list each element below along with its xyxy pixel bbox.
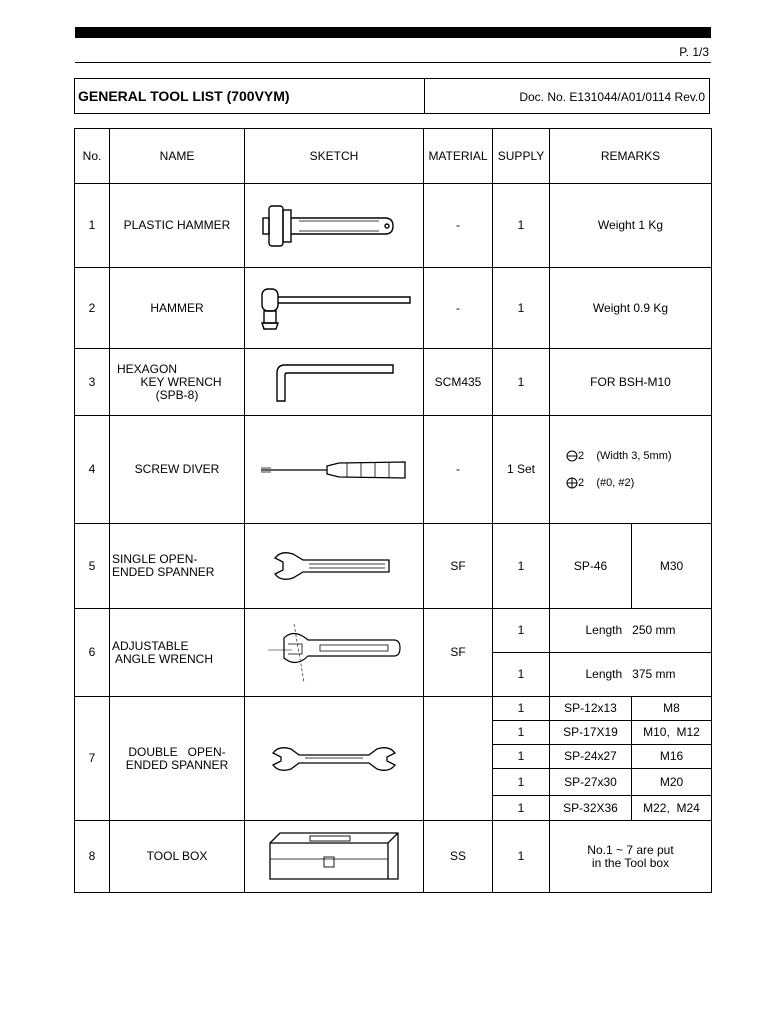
remarks: 2 (Width 3, 5mm) 2 (#0, #2) bbox=[550, 416, 712, 524]
single-spanner-sketch bbox=[245, 524, 424, 609]
table-row bbox=[75, 184, 712, 268]
supply: 1 bbox=[493, 769, 550, 796]
double-spanner-sketch bbox=[245, 697, 424, 821]
remarks-code: SP-24x27 bbox=[550, 745, 632, 769]
remarks-size: M20 bbox=[632, 769, 712, 796]
material: - bbox=[424, 268, 493, 349]
supply: 1 bbox=[493, 524, 550, 609]
table-row bbox=[75, 349, 712, 416]
remarks: Length 250 mm bbox=[550, 609, 712, 653]
table-row bbox=[75, 697, 712, 721]
remarks: FOR BSH-M10 bbox=[550, 349, 712, 416]
row-no: 3 bbox=[75, 349, 110, 416]
material: - bbox=[424, 184, 493, 268]
table-header-row bbox=[75, 129, 712, 184]
supply: 1 bbox=[493, 697, 550, 721]
tool-name: HAMMER bbox=[110, 268, 245, 349]
remarks-size: M16 bbox=[632, 745, 712, 769]
title-box bbox=[74, 78, 710, 114]
table-row bbox=[75, 416, 712, 524]
tool-name: PLASTIC HAMMER bbox=[110, 184, 245, 268]
row-no: 4 bbox=[75, 416, 110, 524]
adjustable-wrench-sketch bbox=[245, 609, 424, 697]
header-material: MATERIAL bbox=[424, 129, 493, 184]
remarks-code: SP-12x13 bbox=[550, 697, 632, 721]
header-remarks: REMARKS bbox=[550, 129, 712, 184]
remarks: Weight 0.9 Kg bbox=[550, 268, 712, 349]
tool-name: TOOL BOX bbox=[110, 821, 245, 893]
remarks-size: M8 bbox=[632, 697, 712, 721]
remarks: Length 375 mm bbox=[550, 653, 712, 697]
header-bar bbox=[75, 27, 711, 38]
remarks-size: M30 bbox=[632, 524, 712, 609]
row-no: 1 bbox=[75, 184, 110, 268]
document-title: GENERAL TOOL LIST (700VYM) bbox=[78, 88, 290, 104]
supply: 1 bbox=[493, 796, 550, 821]
material: - bbox=[424, 416, 493, 524]
tool-box-sketch bbox=[245, 821, 424, 893]
header-name: NAME bbox=[110, 129, 245, 184]
remarks-size: M22, M24 bbox=[632, 796, 712, 821]
supply: 1 bbox=[493, 184, 550, 268]
plastic-hammer-sketch bbox=[245, 184, 424, 268]
remarks-code: SP-27x30 bbox=[550, 769, 632, 796]
tool-name: DOUBLE OPEN- ENDED SPANNER bbox=[110, 697, 245, 821]
phillips-screw-icon bbox=[566, 477, 578, 489]
tool-name: SINGLE OPEN- ENDED SPANNER bbox=[110, 524, 245, 609]
row-no: 6 bbox=[75, 609, 110, 697]
row-no: 8 bbox=[75, 821, 110, 893]
table-row bbox=[75, 524, 712, 609]
table-row bbox=[75, 268, 712, 349]
header-rule bbox=[75, 62, 711, 63]
tool-name: SCREW DIVER bbox=[110, 416, 245, 524]
material bbox=[424, 697, 493, 821]
header-no: No. bbox=[75, 129, 110, 184]
header-supply: SUPPLY bbox=[493, 129, 550, 184]
supply: 1 Set bbox=[493, 416, 550, 524]
screwdriver-sketch bbox=[245, 416, 424, 524]
remarks-code: SP-46 bbox=[550, 524, 632, 609]
row-no: 5 bbox=[75, 524, 110, 609]
table-row bbox=[75, 821, 712, 893]
remarks-code: SP-17X19 bbox=[550, 721, 632, 745]
remarks-code: SP-32X36 bbox=[550, 796, 632, 821]
hex-key-sketch bbox=[245, 349, 424, 416]
remarks-size: M10, M12 bbox=[632, 721, 712, 745]
material: SCM435 bbox=[424, 349, 493, 416]
tool-name: HEXAGON KEY WRENCH (SPB-8) bbox=[110, 349, 245, 416]
supply: 1 bbox=[493, 609, 550, 653]
tool-list-table bbox=[74, 128, 712, 893]
page-number: P. 1/3 bbox=[679, 45, 709, 59]
material: SF bbox=[424, 609, 493, 697]
row-no: 2 bbox=[75, 268, 110, 349]
material: SS bbox=[424, 821, 493, 893]
tool-name: ADJUSTABLE ANGLE WRENCH bbox=[110, 609, 245, 697]
material: SF bbox=[424, 524, 493, 609]
header-sketch: SKETCH bbox=[245, 129, 424, 184]
remarks: No.1 ~ 7 are put in the Tool box bbox=[550, 821, 712, 893]
slotted-screw-icon bbox=[566, 450, 578, 462]
supply: 1 bbox=[493, 268, 550, 349]
supply: 1 bbox=[493, 721, 550, 745]
supply: 1 bbox=[493, 745, 550, 769]
table-row bbox=[75, 609, 712, 653]
supply: 1 bbox=[493, 821, 550, 893]
supply: 1 bbox=[493, 349, 550, 416]
remarks: Weight 1 Kg bbox=[550, 184, 712, 268]
row-no: 7 bbox=[75, 697, 110, 821]
hammer-sketch bbox=[245, 268, 424, 349]
document-number: Doc. No. E131044/A01/0114 Rev.0 bbox=[519, 90, 705, 104]
supply: 1 bbox=[493, 653, 550, 697]
